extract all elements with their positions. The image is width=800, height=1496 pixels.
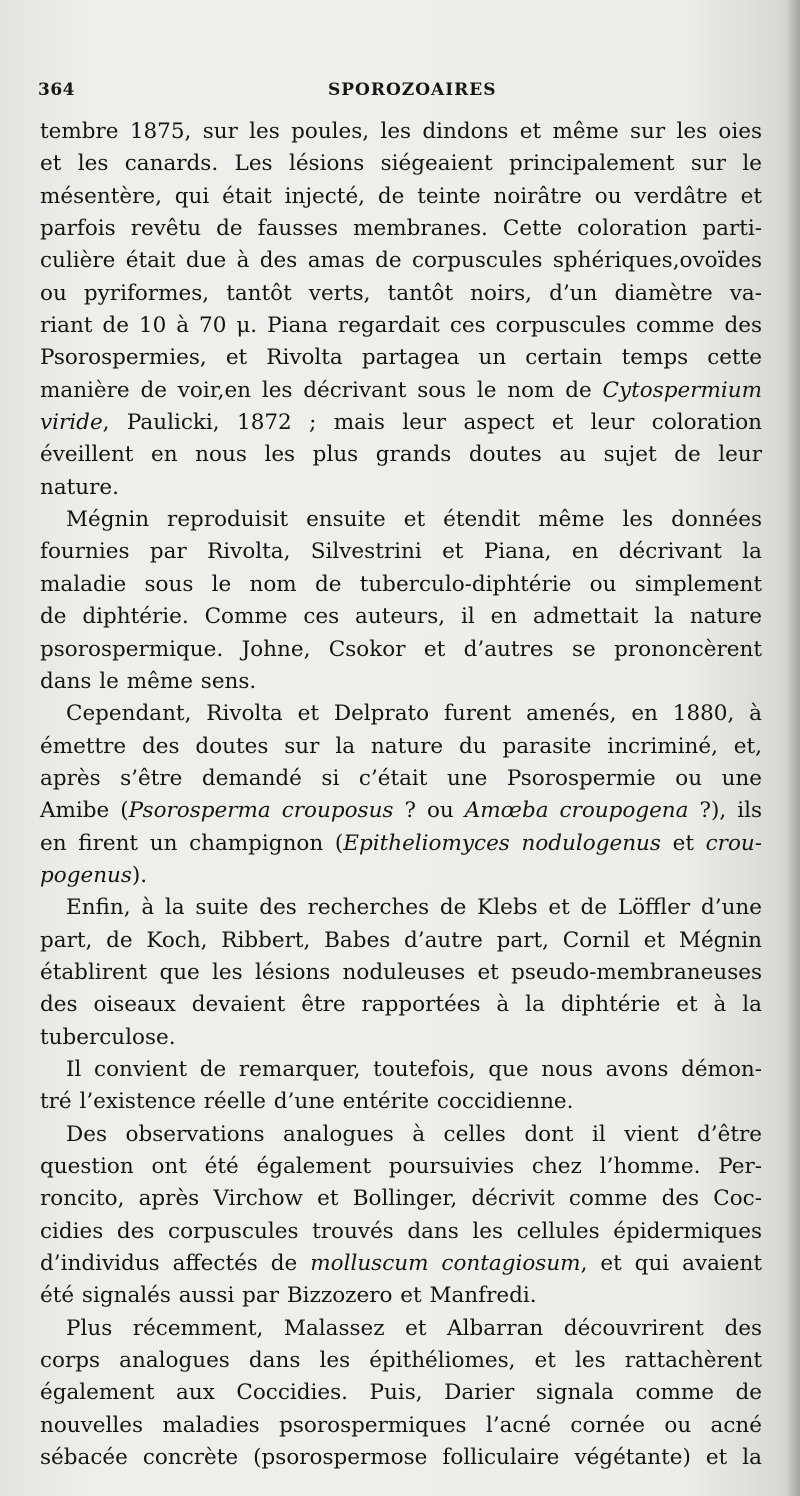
text-line (40, 148, 762, 180)
italic-text: crou- (705, 830, 762, 856)
text-segment: , et qui avaient (580, 1251, 762, 1277)
text-segment: question ont été également poursuivies chez l’homme. Per- (40, 1154, 762, 1179)
text-segment: parfois revêtu de fausses membranes. Cette coloration parti- (40, 216, 762, 242)
text-line (40, 1216, 762, 1248)
text-line (40, 245, 762, 277)
text-segment: de diphtérie. Comme ces auteurs, il en admettait la nature (40, 604, 762, 630)
text-line (40, 1183, 762, 1215)
text-segment: manière de voir,en les décrivant sous le nom de (40, 377, 603, 403)
text-segment: Plus récemment, Malassez et Albarran découvrirent des (66, 1315, 762, 1341)
text-segment: également aux Coccidies. Puis, Darier signala comme de (40, 1380, 762, 1406)
body-text (40, 116, 762, 1474)
text-line (40, 407, 762, 439)
text-line (40, 342, 762, 374)
text-segment: des oiseaux devaient être rapportées à la diphtérie et à la (40, 992, 762, 1018)
text-line (40, 860, 762, 892)
text-line (40, 278, 762, 310)
text-segment: après s’être demandé si c’était une Psorospermie ou une (40, 765, 762, 791)
text-segment: Mégnin reproduisit ensuite et étendit même les données (66, 507, 762, 533)
text-line (40, 666, 762, 698)
text-segment: ou pyriformes, tantôt verts, tantôt noirs, d’un diamètre va- (40, 280, 762, 306)
text-segment: émettre des doutes sur la nature du parasite incriminé, et, (40, 733, 762, 759)
text-line (40, 1248, 762, 1280)
text-segment: ?), ils (688, 798, 762, 824)
text-line (40, 763, 762, 795)
paragraph (40, 892, 762, 1054)
text-line (40, 1377, 762, 1409)
text-segment: Amibe ( (40, 798, 129, 824)
text-segment: ? ou (393, 798, 465, 824)
text-line (40, 1022, 762, 1054)
text-segment: Il convient de remarquer, toutefois, que nous avons démon- (66, 1056, 762, 1082)
text-line (40, 1119, 762, 1151)
text-line (40, 375, 762, 407)
text-line (40, 213, 762, 245)
text-segment: roncito, après Virchow et Bollinger, décrivit comme des Coc- (40, 1186, 762, 1212)
text-segment: Cependant, Rivolta et Delprato furent amenés, en 1880, à (66, 701, 762, 727)
text-segment: corps analogues dans les épithéliomes, et les rattachèrent (40, 1348, 762, 1374)
text-segment: été signalés aussi par Bizzozero et Manfredi. (40, 1283, 537, 1309)
text-line (40, 1086, 762, 1118)
text-segment: dans le même sens. (40, 668, 257, 694)
text-segment: Psorospermies, et Rivolta partagea un certain temps cette (40, 345, 762, 371)
text-line (40, 310, 762, 342)
text-segment: riant de 10 à 70 μ. Piana regardait ces corpuscules comme des (40, 313, 762, 339)
text-line (40, 1410, 762, 1442)
text-segment: tré l’existence réelle d’une entérite coccidienne. (40, 1089, 574, 1115)
text-segment: sébacée concrète (psorospermose folliculaire végétante) et la (40, 1445, 762, 1471)
text-segment: , Paulicki, 1872 ; mais leur aspect et leur coloration (102, 410, 762, 436)
text-segment: nouvelles maladies psorospermiques l’acné cornée ou acné (40, 1412, 762, 1438)
italic-text: molluscum contagiosum (310, 1251, 581, 1277)
italic-text: Epitheliomyces nodulogenus (343, 830, 661, 856)
text-line (40, 989, 762, 1021)
paragraph (40, 116, 762, 504)
paragraph (40, 504, 762, 698)
text-segment: mésentère, qui était injecté, de teinte noirâtre ou verdâtre et (40, 183, 762, 209)
text-line (40, 828, 762, 860)
italic-text: pogenus (40, 862, 132, 888)
text-segment: nature. (40, 474, 119, 500)
text-line (40, 698, 762, 730)
text-line (40, 504, 762, 536)
text-line (40, 634, 762, 666)
text-segment: Des observations analogues à celles dont il vient d’être (66, 1121, 762, 1147)
text-segment: tuberculose. (40, 1024, 176, 1050)
text-segment: ). (131, 862, 148, 888)
paragraph (40, 1054, 762, 1119)
text-line (40, 1313, 762, 1345)
page-header (38, 80, 758, 108)
text-line (40, 1054, 762, 1086)
paragraph (40, 1313, 762, 1475)
text-line (40, 957, 762, 989)
text-line (40, 439, 762, 471)
italic-text: Amœba croupogena (464, 798, 689, 824)
paragraph (40, 698, 762, 892)
text-line (40, 116, 762, 148)
text-segment: fournies par Rivolta, Silvestrini et Piana, en décrivant la (40, 539, 762, 565)
text-line (40, 536, 762, 568)
text-segment: psorospermique. Johne, Csokor et d’autres se prononcèrent (40, 636, 762, 662)
text-segment: cidies des corpuscules trouvés dans les cellules épidermiques (40, 1218, 762, 1244)
page-edge-shadow (786, 0, 800, 1496)
text-line (40, 472, 762, 504)
text-segment: Enfin, à la suite des recherches de Klebs et de Löffler d’une (66, 895, 762, 921)
text-segment: tembre 1875, sur les poules, les dindons et même sur les oies (40, 119, 762, 144)
text-segment: éveillent en nous les plus grands doutes au sujet de leur (40, 442, 762, 468)
text-line (40, 892, 762, 924)
text-segment: culière était due à des amas de corpuscules sphériques,ovoïdes (40, 248, 762, 274)
italic-text: Psorosperma crouposus (128, 798, 394, 824)
running-head: SPOROZOAIRES (328, 80, 497, 100)
text-segment: d’individus affectés de (40, 1251, 311, 1277)
text-segment: part, de Koch, Ribbert, Babes d’autre part, Cornil et Mégnin (40, 927, 762, 953)
text-line (40, 601, 762, 633)
text-line (40, 181, 762, 213)
text-segment: et les canards. Les lésions siégeaient principalement sur le (40, 151, 762, 177)
text-line (40, 795, 762, 827)
text-line (40, 569, 762, 601)
italic-text: viride (40, 410, 103, 436)
page-number: 364 (38, 80, 75, 100)
italic-text: Cytospermium (602, 377, 762, 403)
paragraph (40, 1119, 762, 1313)
text-segment: et (660, 830, 706, 856)
text-segment: maladie sous le nom de tuberculo-diphtérie ou simplement (40, 571, 762, 597)
text-line (40, 925, 762, 957)
text-line (40, 1280, 762, 1312)
text-segment: en firent un champignon ( (40, 830, 344, 856)
text-segment: établirent que les lésions noduleuses et pseudo-membraneuses (40, 959, 762, 985)
text-line (40, 1442, 762, 1474)
text-line (40, 731, 762, 763)
text-line (40, 1151, 762, 1183)
text-line (40, 1345, 762, 1377)
